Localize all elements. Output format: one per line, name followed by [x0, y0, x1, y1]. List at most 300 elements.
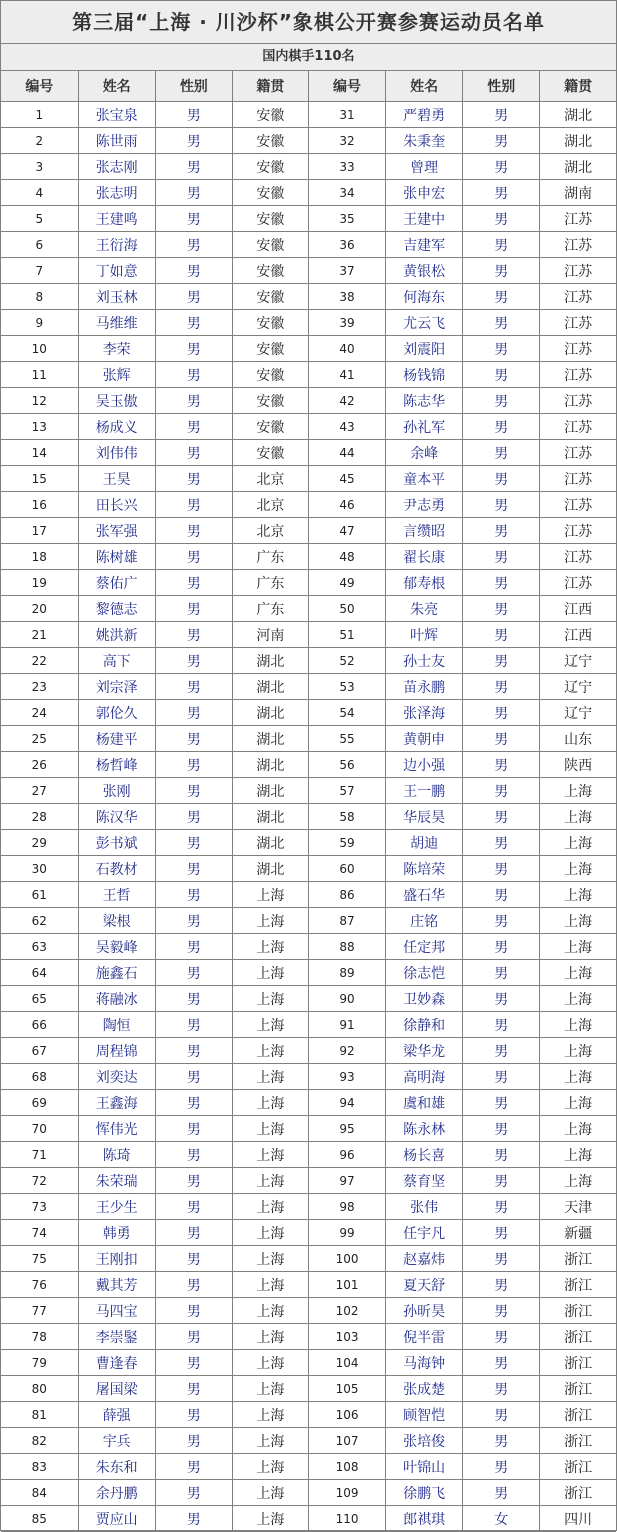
player-hometown: 上海 [232, 1038, 308, 1064]
player-hometown: 浙江 [540, 1402, 616, 1428]
player-number: 40 [308, 336, 385, 362]
player-hometown: 上海 [232, 1454, 308, 1480]
player-gender: 男 [463, 674, 540, 700]
player-gender: 男 [155, 596, 232, 622]
player-number: 45 [308, 466, 385, 492]
player-number: 98 [308, 1194, 385, 1220]
player-gender: 男 [463, 1376, 540, 1402]
player-hometown: 广东 [232, 596, 308, 622]
player-name: 王少生 [78, 1194, 155, 1220]
player-hometown: 上海 [232, 934, 308, 960]
player-hometown: 安徽 [232, 388, 308, 414]
player-hometown: 上海 [232, 1090, 308, 1116]
player-name: 刘宗泽 [78, 674, 155, 700]
player-number: 96 [308, 1142, 385, 1168]
player-name: 边小强 [386, 752, 463, 778]
section-subtitle: 国内棋手110名 [1, 44, 616, 71]
player-number: 101 [308, 1272, 385, 1298]
table-row [1, 154, 616, 180]
table-row [1, 102, 616, 128]
player-number: 1 [1, 102, 78, 128]
player-hometown: 湖北 [232, 752, 308, 778]
player-name: 高下 [78, 648, 155, 674]
player-number: 44 [308, 440, 385, 466]
player-number: 110 [308, 1506, 385, 1532]
player-hometown: 上海 [540, 830, 616, 856]
player-hometown: 上海 [232, 1168, 308, 1194]
player-number: 83 [1, 1454, 78, 1480]
player-number: 15 [1, 466, 78, 492]
player-name: 黄朝申 [386, 726, 463, 752]
player-name: 张辉 [78, 362, 155, 388]
player-name: 何海东 [386, 284, 463, 310]
player-name: 倪半雷 [386, 1324, 463, 1350]
player-hometown: 江苏 [540, 284, 616, 310]
player-number: 73 [1, 1194, 78, 1220]
player-gender: 男 [155, 648, 232, 674]
player-number: 38 [308, 284, 385, 310]
player-name: 张刚 [78, 778, 155, 804]
player-hometown: 陕西 [540, 752, 616, 778]
player-gender: 男 [155, 1402, 232, 1428]
player-number: 76 [1, 1272, 78, 1298]
player-number: 8 [1, 284, 78, 310]
player-gender: 男 [155, 856, 232, 882]
player-hometown: 江苏 [540, 440, 616, 466]
player-gender: 男 [155, 1116, 232, 1142]
player-name: 翟长康 [386, 544, 463, 570]
table-row [1, 1142, 616, 1168]
table-row [1, 1350, 616, 1376]
player-hometown: 上海 [232, 1012, 308, 1038]
player-hometown: 浙江 [540, 1324, 616, 1350]
player-gender: 男 [463, 284, 540, 310]
player-number: 29 [1, 830, 78, 856]
player-gender: 男 [155, 518, 232, 544]
player-number: 64 [1, 960, 78, 986]
player-number: 107 [308, 1428, 385, 1454]
header-gender: 性别 [463, 71, 540, 102]
player-gender: 男 [155, 1246, 232, 1272]
player-hometown: 安徽 [232, 258, 308, 284]
table-row [1, 1090, 616, 1116]
player-hometown: 上海 [540, 1090, 616, 1116]
player-number: 28 [1, 804, 78, 830]
player-name: 蒋融冰 [78, 986, 155, 1012]
player-number: 10 [1, 336, 78, 362]
player-gender: 男 [155, 804, 232, 830]
player-hometown: 上海 [232, 960, 308, 986]
player-number: 102 [308, 1298, 385, 1324]
player-number: 32 [308, 128, 385, 154]
player-hometown: 四川 [540, 1506, 616, 1532]
player-hometown: 上海 [540, 1038, 616, 1064]
player-hometown: 江西 [540, 622, 616, 648]
player-gender: 男 [155, 336, 232, 362]
table-row [1, 1064, 616, 1090]
player-hometown: 上海 [232, 1350, 308, 1376]
table-row [1, 440, 616, 466]
player-name: 陈树雄 [78, 544, 155, 570]
player-hometown: 江苏 [540, 466, 616, 492]
table-row [1, 1324, 616, 1350]
table-row [1, 1506, 616, 1532]
roster-table [1, 71, 616, 1532]
player-gender: 男 [463, 1324, 540, 1350]
player-gender: 男 [155, 544, 232, 570]
player-number: 30 [1, 856, 78, 882]
table-row [1, 1272, 616, 1298]
player-number: 74 [1, 1220, 78, 1246]
player-name: 王衍海 [78, 232, 155, 258]
player-number: 20 [1, 596, 78, 622]
player-gender: 男 [155, 934, 232, 960]
player-gender: 男 [463, 388, 540, 414]
player-number: 109 [308, 1480, 385, 1506]
player-gender: 男 [463, 1064, 540, 1090]
player-hometown: 江苏 [540, 258, 616, 284]
player-gender: 男 [155, 154, 232, 180]
player-gender: 男 [463, 1220, 540, 1246]
player-number: 46 [308, 492, 385, 518]
player-name: 孙礼军 [386, 414, 463, 440]
player-name: 王鑫海 [78, 1090, 155, 1116]
player-hometown: 上海 [232, 1272, 308, 1298]
player-gender: 男 [463, 648, 540, 674]
player-gender: 男 [463, 1246, 540, 1272]
table-row [1, 310, 616, 336]
player-name: 曹逢春 [78, 1350, 155, 1376]
table-row [1, 908, 616, 934]
player-number: 52 [308, 648, 385, 674]
player-hometown: 上海 [540, 986, 616, 1012]
player-number: 53 [308, 674, 385, 700]
table-row [1, 674, 616, 700]
player-number: 37 [308, 258, 385, 284]
table-row [1, 1298, 616, 1324]
player-name: 陈世雨 [78, 128, 155, 154]
player-gender: 男 [155, 1194, 232, 1220]
player-gender: 男 [463, 596, 540, 622]
roster-body [1, 102, 616, 1532]
table-row [1, 180, 616, 206]
player-gender: 男 [463, 232, 540, 258]
player-name: 薛强 [78, 1402, 155, 1428]
player-hometown: 湖北 [232, 674, 308, 700]
table-row [1, 1012, 616, 1038]
table-row [1, 596, 616, 622]
player-gender: 男 [463, 102, 540, 128]
player-gender: 男 [463, 1012, 540, 1038]
player-gender: 男 [155, 986, 232, 1012]
player-name: 张志刚 [78, 154, 155, 180]
player-gender: 男 [155, 960, 232, 986]
player-gender: 男 [463, 1090, 540, 1116]
player-hometown: 上海 [540, 882, 616, 908]
player-name: 胡迪 [386, 830, 463, 856]
player-gender: 男 [155, 440, 232, 466]
table-row [1, 388, 616, 414]
player-gender: 男 [155, 622, 232, 648]
player-number: 66 [1, 1012, 78, 1038]
player-hometown: 湖南 [540, 180, 616, 206]
player-name: 梁华龙 [386, 1038, 463, 1064]
player-number: 23 [1, 674, 78, 700]
player-gender: 男 [463, 1454, 540, 1480]
player-gender: 男 [463, 1298, 540, 1324]
player-number: 31 [308, 102, 385, 128]
player-gender: 男 [155, 232, 232, 258]
player-hometown: 湖北 [540, 154, 616, 180]
player-number: 55 [308, 726, 385, 752]
player-gender: 男 [155, 778, 232, 804]
player-name: 姚洪新 [78, 622, 155, 648]
player-name: 彭书斌 [78, 830, 155, 856]
player-number: 33 [308, 154, 385, 180]
player-number: 80 [1, 1376, 78, 1402]
player-name: 杨哲峰 [78, 752, 155, 778]
player-name: 蔡育坚 [386, 1168, 463, 1194]
player-name: 恽伟光 [78, 1116, 155, 1142]
player-name: 余丹鹏 [78, 1480, 155, 1506]
player-name: 陈志华 [386, 388, 463, 414]
player-gender: 男 [155, 726, 232, 752]
player-gender: 男 [155, 388, 232, 414]
player-number: 9 [1, 310, 78, 336]
player-name: 尤云飞 [386, 310, 463, 336]
player-number: 108 [308, 1454, 385, 1480]
player-gender: 男 [155, 700, 232, 726]
player-gender: 男 [155, 1324, 232, 1350]
player-hometown: 上海 [232, 1220, 308, 1246]
player-hometown: 北京 [232, 518, 308, 544]
player-number: 72 [1, 1168, 78, 1194]
player-hometown: 安徽 [232, 128, 308, 154]
player-gender: 男 [155, 1090, 232, 1116]
player-hometown: 湖北 [232, 830, 308, 856]
player-hometown: 浙江 [540, 1480, 616, 1506]
player-name: 刘伟伟 [78, 440, 155, 466]
table-row [1, 778, 616, 804]
player-hometown: 安徽 [232, 154, 308, 180]
player-hometown: 上海 [232, 1402, 308, 1428]
player-number: 4 [1, 180, 78, 206]
player-number: 77 [1, 1298, 78, 1324]
player-number: 104 [308, 1350, 385, 1376]
player-name: 杨建平 [78, 726, 155, 752]
player-hometown: 辽宁 [540, 700, 616, 726]
player-hometown: 上海 [232, 1116, 308, 1142]
player-number: 65 [1, 986, 78, 1012]
player-hometown: 上海 [232, 1376, 308, 1402]
player-hometown: 湖北 [232, 726, 308, 752]
player-name: 严碧勇 [386, 102, 463, 128]
player-hometown: 湖北 [232, 856, 308, 882]
player-hometown: 安徽 [232, 310, 308, 336]
player-name: 余峰 [386, 440, 463, 466]
player-name: 庄铭 [386, 908, 463, 934]
player-name: 屠国梁 [78, 1376, 155, 1402]
player-gender: 男 [463, 882, 540, 908]
player-number: 41 [308, 362, 385, 388]
player-name: 王建鸣 [78, 206, 155, 232]
player-gender: 男 [463, 544, 540, 570]
player-gender: 男 [155, 1064, 232, 1090]
player-hometown: 上海 [232, 1480, 308, 1506]
player-gender: 男 [463, 492, 540, 518]
player-name: 张培俊 [386, 1428, 463, 1454]
player-hometown: 上海 [232, 1324, 308, 1350]
player-number: 16 [1, 492, 78, 518]
player-number: 5 [1, 206, 78, 232]
player-hometown: 上海 [232, 1246, 308, 1272]
player-gender: 男 [463, 570, 540, 596]
player-number: 60 [308, 856, 385, 882]
table-row [1, 1038, 616, 1064]
player-gender: 男 [463, 336, 540, 362]
player-name: 言缵昭 [386, 518, 463, 544]
player-gender: 男 [155, 908, 232, 934]
table-row [1, 1428, 616, 1454]
player-number: 106 [308, 1402, 385, 1428]
player-gender: 男 [155, 362, 232, 388]
player-number: 11 [1, 362, 78, 388]
player-number: 67 [1, 1038, 78, 1064]
player-hometown: 上海 [540, 1116, 616, 1142]
player-name: 朱东和 [78, 1454, 155, 1480]
player-gender: 男 [463, 362, 540, 388]
player-hometown: 上海 [540, 856, 616, 882]
player-name: 张泽海 [386, 700, 463, 726]
player-gender: 男 [463, 1168, 540, 1194]
player-hometown: 江苏 [540, 206, 616, 232]
player-name: 尹志勇 [386, 492, 463, 518]
player-number: 24 [1, 700, 78, 726]
player-gender: 男 [463, 1142, 540, 1168]
player-gender: 男 [155, 466, 232, 492]
player-number: 21 [1, 622, 78, 648]
table-row [1, 128, 616, 154]
player-name: 张成楚 [386, 1376, 463, 1402]
player-gender: 男 [155, 1142, 232, 1168]
player-name: 韩勇 [78, 1220, 155, 1246]
player-gender: 男 [463, 310, 540, 336]
table-row [1, 232, 616, 258]
player-hometown: 广东 [232, 544, 308, 570]
player-gender: 男 [463, 986, 540, 1012]
player-name: 黎德志 [78, 596, 155, 622]
player-hometown: 上海 [540, 1012, 616, 1038]
player-number: 17 [1, 518, 78, 544]
player-hometown: 新疆 [540, 1220, 616, 1246]
player-gender: 男 [155, 258, 232, 284]
player-gender: 男 [463, 934, 540, 960]
player-hometown: 上海 [540, 1064, 616, 1090]
table-row [1, 882, 616, 908]
player-hometown: 上海 [540, 960, 616, 986]
player-hometown: 上海 [232, 882, 308, 908]
player-number: 81 [1, 1402, 78, 1428]
player-hometown: 浙江 [540, 1350, 616, 1376]
player-number: 50 [308, 596, 385, 622]
player-name: 王建中 [386, 206, 463, 232]
player-gender: 男 [155, 492, 232, 518]
player-name: 田长兴 [78, 492, 155, 518]
player-number: 43 [308, 414, 385, 440]
player-gender: 男 [463, 128, 540, 154]
player-hometown: 北京 [232, 466, 308, 492]
player-gender: 男 [463, 908, 540, 934]
player-hometown: 辽宁 [540, 648, 616, 674]
player-name: 张军强 [78, 518, 155, 544]
player-name: 华辰昊 [386, 804, 463, 830]
player-number: 2 [1, 128, 78, 154]
player-name: 王哲 [78, 882, 155, 908]
player-number: 19 [1, 570, 78, 596]
player-hometown: 上海 [232, 1064, 308, 1090]
player-gender: 男 [463, 466, 540, 492]
player-hometown: 安徽 [232, 440, 308, 466]
table-row [1, 960, 616, 986]
player-name: 郭伦久 [78, 700, 155, 726]
player-number: 59 [308, 830, 385, 856]
player-gender: 男 [155, 1220, 232, 1246]
player-name: 徐鹏飞 [386, 1480, 463, 1506]
player-hometown: 湖北 [540, 128, 616, 154]
table-row [1, 1220, 616, 1246]
player-number: 58 [308, 804, 385, 830]
table-row [1, 648, 616, 674]
player-hometown: 湖北 [232, 804, 308, 830]
player-number: 6 [1, 232, 78, 258]
player-name: 虞和雄 [386, 1090, 463, 1116]
player-gender: 男 [463, 752, 540, 778]
player-hometown: 上海 [540, 1142, 616, 1168]
player-name: 杨成义 [78, 414, 155, 440]
player-gender: 男 [155, 284, 232, 310]
player-name: 叶锦山 [386, 1454, 463, 1480]
player-name: 郁寿根 [386, 570, 463, 596]
player-hometown: 江苏 [540, 570, 616, 596]
player-hometown: 安徽 [232, 232, 308, 258]
player-hometown: 安徽 [232, 206, 308, 232]
player-gender: 男 [463, 778, 540, 804]
table-row [1, 986, 616, 1012]
page-title: 第三届“上海 · 川沙杯”象棋公开赛参赛运动员名单 [1, 1, 616, 44]
player-name: 戴其芳 [78, 1272, 155, 1298]
player-number: 54 [308, 700, 385, 726]
player-hometown: 安徽 [232, 414, 308, 440]
player-gender: 男 [463, 726, 540, 752]
player-gender: 男 [155, 570, 232, 596]
player-number: 68 [1, 1064, 78, 1090]
table-row [1, 1194, 616, 1220]
player-name: 杨长喜 [386, 1142, 463, 1168]
player-gender: 男 [155, 1480, 232, 1506]
player-name: 童本平 [386, 466, 463, 492]
player-hometown: 湖北 [232, 700, 308, 726]
table-row [1, 830, 616, 856]
player-number: 47 [308, 518, 385, 544]
table-row [1, 414, 616, 440]
table-row [1, 1116, 616, 1142]
player-name: 曾理 [386, 154, 463, 180]
player-gender: 男 [155, 1272, 232, 1298]
player-name: 陈永林 [386, 1116, 463, 1142]
player-name: 夏天舒 [386, 1272, 463, 1298]
player-name: 李崇鋻 [78, 1324, 155, 1350]
player-number: 48 [308, 544, 385, 570]
